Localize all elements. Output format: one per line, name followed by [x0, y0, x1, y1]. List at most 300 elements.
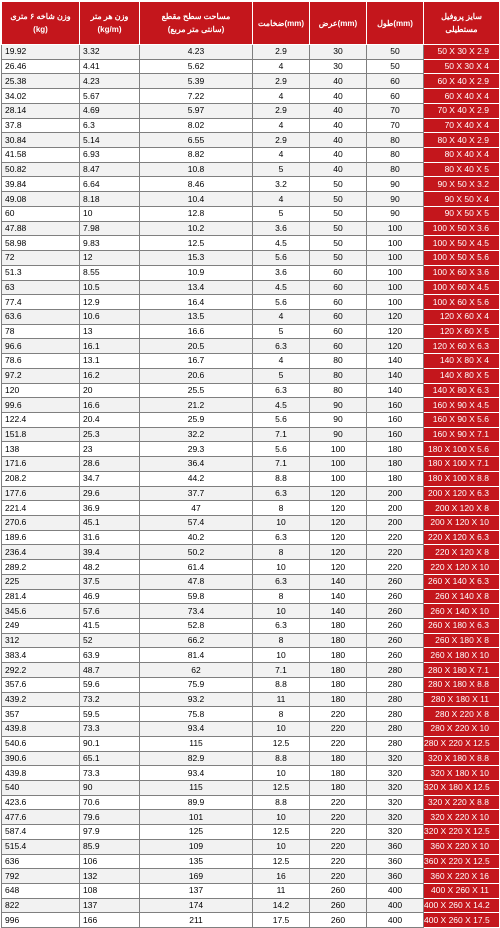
table-row [2, 736, 500, 751]
cell-profile-size: 280 X 220 X 8 [424, 707, 500, 722]
cell-length: 120 [367, 339, 424, 354]
cell-weight-per-meter: 59.6 [80, 677, 140, 692]
cell-length: 100 [367, 295, 424, 310]
col-header-weight-per-meter: وزن هر متر (kg/m) [80, 2, 140, 45]
cell-area: 4.23 [140, 45, 253, 60]
cell-width: 40 [310, 148, 367, 163]
cell-thickness: 6.3 [253, 530, 310, 545]
cell-weight-per-meter: 45.1 [80, 516, 140, 531]
cell-length: 280 [367, 663, 424, 678]
cell-thickness: 6.3 [253, 383, 310, 398]
cell-profile-size: 260 X 140 X 8 [424, 589, 500, 604]
cell-weight-per-meter: 5.14 [80, 133, 140, 148]
cell-profile-size: 320 X 180 X 10 [424, 766, 500, 781]
cell-width: 220 [310, 869, 367, 884]
cell-thickness: 4 [253, 148, 310, 163]
cell-weight-per-meter: 73.2 [80, 692, 140, 707]
table-row [2, 383, 500, 398]
cell-profile-size: 220 X 120 X 8 [424, 545, 500, 560]
cell-profile-size: 260 X 180 X 8 [424, 633, 500, 648]
cell-length: 160 [367, 398, 424, 413]
table-row [2, 59, 500, 74]
table-row [2, 74, 500, 89]
cell-width: 180 [310, 677, 367, 692]
cell-area: 89.9 [140, 795, 253, 810]
table-row [2, 854, 500, 869]
cell-area: 115 [140, 780, 253, 795]
cell-profile-size: 260 X 140 X 6.3 [424, 574, 500, 589]
cell-profile-size: 260 X 180 X 6.3 [424, 619, 500, 634]
table-row [2, 457, 500, 472]
cell-area: 8.46 [140, 177, 253, 192]
cell-width: 60 [310, 295, 367, 310]
cell-weight-6m: 587.4 [2, 825, 80, 840]
table-row [2, 206, 500, 221]
cell-profile-size: 220 X 120 X 10 [424, 560, 500, 575]
cell-width: 50 [310, 192, 367, 207]
cell-area: 57.4 [140, 516, 253, 531]
cell-weight-per-meter: 70.6 [80, 795, 140, 810]
cell-length: 140 [367, 354, 424, 369]
cell-weight-6m: 439.2 [2, 692, 80, 707]
cell-profile-size: 180 X 100 X 5.6 [424, 442, 500, 457]
cell-thickness: 10 [253, 516, 310, 531]
table-row [2, 707, 500, 722]
cell-profile-size: 400 X 260 X 11 [424, 883, 500, 898]
cell-length: 80 [367, 148, 424, 163]
cell-thickness: 5 [253, 324, 310, 339]
cell-thickness: 10 [253, 766, 310, 781]
cell-weight-6m: 30.84 [2, 133, 80, 148]
cell-length: 280 [367, 707, 424, 722]
cell-thickness: 4 [253, 309, 310, 324]
cell-weight-per-meter: 85.9 [80, 839, 140, 854]
table-row [2, 412, 500, 427]
cell-area: 44.2 [140, 471, 253, 486]
cell-length: 120 [367, 309, 424, 324]
cell-width: 220 [310, 736, 367, 751]
cell-length: 140 [367, 383, 424, 398]
table-row [2, 692, 500, 707]
cell-profile-size: 50 X 30 X 2.9 [424, 45, 500, 60]
table-row [2, 324, 500, 339]
cell-width: 90 [310, 427, 367, 442]
cell-thickness: 8.8 [253, 795, 310, 810]
cell-area: 8.02 [140, 118, 253, 133]
table-row [2, 368, 500, 383]
cell-profile-size: 280 X 220 X 10 [424, 722, 500, 737]
cell-profile-size: 100 X 60 X 3.6 [424, 265, 500, 280]
cell-weight-6m: 50.82 [2, 162, 80, 177]
cell-width: 100 [310, 457, 367, 472]
cell-weight-per-meter: 12.9 [80, 295, 140, 310]
cell-profile-size: 90 X 50 X 5 [424, 206, 500, 221]
cell-weight-per-meter: 6.3 [80, 118, 140, 133]
col-header-profile-size: سایز پروفیل مستطیلی [424, 2, 500, 45]
cell-weight-per-meter: 16.1 [80, 339, 140, 354]
cell-length: 280 [367, 677, 424, 692]
cell-profile-size: 360 X 220 X 10 [424, 839, 500, 854]
cell-thickness: 12.5 [253, 854, 310, 869]
cell-length: 50 [367, 59, 424, 74]
cell-length: 220 [367, 545, 424, 560]
table-row [2, 309, 500, 324]
cell-weight-6m: 540.6 [2, 736, 80, 751]
cell-area: 29.3 [140, 442, 253, 457]
cell-area: 16.7 [140, 354, 253, 369]
cell-thickness: 5.6 [253, 412, 310, 427]
table-row [2, 619, 500, 634]
cell-weight-6m: 270.6 [2, 516, 80, 531]
cell-width: 50 [310, 221, 367, 236]
cell-width: 140 [310, 604, 367, 619]
cell-length: 60 [367, 89, 424, 104]
cell-length: 280 [367, 722, 424, 737]
cell-weight-per-meter: 20 [80, 383, 140, 398]
cell-profile-size: 280 X 180 X 7.1 [424, 663, 500, 678]
table-row [2, 103, 500, 118]
cell-profile-size: 320 X 180 X 8.8 [424, 751, 500, 766]
cell-width: 220 [310, 839, 367, 854]
cell-width: 30 [310, 45, 367, 60]
cell-thickness: 12.5 [253, 736, 310, 751]
cell-weight-per-meter: 12 [80, 251, 140, 266]
table-row [2, 589, 500, 604]
col-header-width: عرض(mm) [310, 2, 367, 45]
cell-length: 260 [367, 574, 424, 589]
cell-weight-per-meter: 132 [80, 869, 140, 884]
cell-profile-size: 200 X 120 X 6.3 [424, 486, 500, 501]
cell-thickness: 3.2 [253, 177, 310, 192]
cell-length: 90 [367, 177, 424, 192]
cell-area: 10.8 [140, 162, 253, 177]
cell-thickness: 8 [253, 633, 310, 648]
cell-width: 180 [310, 633, 367, 648]
cell-length: 200 [367, 501, 424, 516]
table-row [2, 545, 500, 560]
cell-thickness: 6.3 [253, 486, 310, 501]
cell-profile-size: 260 X 180 X 10 [424, 648, 500, 663]
cell-profile-size: 120 X 60 X 4 [424, 309, 500, 324]
cell-width: 50 [310, 206, 367, 221]
table-row [2, 913, 500, 928]
cell-weight-6m: 63 [2, 280, 80, 295]
cell-thickness: 5 [253, 162, 310, 177]
cell-length: 280 [367, 692, 424, 707]
table-row [2, 339, 500, 354]
cell-weight-per-meter: 41.5 [80, 619, 140, 634]
cell-area: 101 [140, 810, 253, 825]
table-body [2, 45, 500, 928]
cell-area: 21.2 [140, 398, 253, 413]
table-row [2, 471, 500, 486]
cell-thickness: 5 [253, 206, 310, 221]
cell-profile-size: 160 X 90 X 5.6 [424, 412, 500, 427]
table-row [2, 810, 500, 825]
cell-thickness: 10 [253, 722, 310, 737]
cell-length: 120 [367, 324, 424, 339]
cell-area: 36.4 [140, 457, 253, 472]
cell-width: 80 [310, 354, 367, 369]
cell-profile-size: 360 X 220 X 12.5 [424, 854, 500, 869]
cell-profile-size: 400 X 260 X 14.2 [424, 898, 500, 913]
cell-width: 60 [310, 265, 367, 280]
cell-weight-per-meter: 13 [80, 324, 140, 339]
cell-thickness: 4.5 [253, 236, 310, 251]
cell-area: 81.4 [140, 648, 253, 663]
cell-width: 180 [310, 692, 367, 707]
cell-thickness: 11 [253, 883, 310, 898]
cell-width: 60 [310, 309, 367, 324]
cell-weight-6m: 78 [2, 324, 80, 339]
cell-area: 75.9 [140, 677, 253, 692]
cell-width: 120 [310, 530, 367, 545]
cell-area: 73.4 [140, 604, 253, 619]
cell-weight-per-meter: 52 [80, 633, 140, 648]
cell-width: 120 [310, 501, 367, 516]
cell-area: 137 [140, 883, 253, 898]
cell-length: 260 [367, 604, 424, 619]
table-row [2, 516, 500, 531]
cell-length: 360 [367, 839, 424, 854]
cell-area: 93.4 [140, 722, 253, 737]
cell-weight-6m: 47.88 [2, 221, 80, 236]
cell-length: 260 [367, 633, 424, 648]
table-row [2, 354, 500, 369]
table-row [2, 45, 500, 60]
cell-width: 100 [310, 471, 367, 486]
cell-profile-size: 140 X 80 X 6.3 [424, 383, 500, 398]
table-row [2, 236, 500, 251]
cell-profile-size: 400 X 260 X 17.5 [424, 913, 500, 928]
cell-length: 280 [367, 736, 424, 751]
cell-width: 90 [310, 398, 367, 413]
cell-weight-6m: 292.2 [2, 663, 80, 678]
cell-thickness: 10 [253, 604, 310, 619]
cell-weight-6m: 289.2 [2, 560, 80, 575]
cell-length: 200 [367, 486, 424, 501]
cell-length: 200 [367, 516, 424, 531]
cell-length: 60 [367, 74, 424, 89]
table-row [2, 501, 500, 516]
cell-length: 70 [367, 118, 424, 133]
cell-weight-6m: 312 [2, 633, 80, 648]
cell-area: 10.4 [140, 192, 253, 207]
cell-area: 93.2 [140, 692, 253, 707]
cell-thickness: 8 [253, 501, 310, 516]
cell-width: 50 [310, 251, 367, 266]
cell-thickness: 12.5 [253, 825, 310, 840]
table-row [2, 839, 500, 854]
table-row [2, 751, 500, 766]
cell-profile-size: 100 X 50 X 4.5 [424, 236, 500, 251]
cell-thickness: 4 [253, 354, 310, 369]
cell-thickness: 8 [253, 707, 310, 722]
cell-weight-per-meter: 48.7 [80, 663, 140, 678]
table-row [2, 486, 500, 501]
cell-profile-size: 80 X 40 X 2.9 [424, 133, 500, 148]
cell-area: 13.5 [140, 309, 253, 324]
cell-weight-per-meter: 34.7 [80, 471, 140, 486]
cell-weight-per-meter: 29.6 [80, 486, 140, 501]
cell-weight-per-meter: 16.2 [80, 368, 140, 383]
cell-area: 174 [140, 898, 253, 913]
cell-thickness: 8.8 [253, 751, 310, 766]
col-header-weight-6m: وزن شاخه ۶ متری (kg) [2, 2, 80, 45]
cell-thickness: 5.6 [253, 442, 310, 457]
cell-length: 320 [367, 766, 424, 781]
cell-weight-6m: 281.4 [2, 589, 80, 604]
cell-weight-per-meter: 8.55 [80, 265, 140, 280]
cell-profile-size: 220 X 120 X 6.3 [424, 530, 500, 545]
cell-profile-size: 100 X 50 X 3.6 [424, 221, 500, 236]
cell-weight-6m: 221.4 [2, 501, 80, 516]
cell-weight-6m: 236.4 [2, 545, 80, 560]
cell-length: 320 [367, 751, 424, 766]
cell-width: 40 [310, 118, 367, 133]
cell-weight-6m: 189.6 [2, 530, 80, 545]
cell-weight-6m: 19.92 [2, 45, 80, 60]
table-row [2, 766, 500, 781]
cell-weight-6m: 208.2 [2, 471, 80, 486]
cell-weight-6m: 51.3 [2, 265, 80, 280]
cell-profile-size: 100 X 60 X 5.6 [424, 295, 500, 310]
cell-weight-6m: 357.6 [2, 677, 80, 692]
cell-area: 8.82 [140, 148, 253, 163]
table-row [2, 133, 500, 148]
cell-weight-per-meter: 4.41 [80, 59, 140, 74]
cell-area: 16.4 [140, 295, 253, 310]
cell-thickness: 3.6 [253, 265, 310, 280]
cell-weight-per-meter: 20.4 [80, 412, 140, 427]
table-row [2, 148, 500, 163]
cell-weight-per-meter: 39.4 [80, 545, 140, 560]
cell-width: 220 [310, 810, 367, 825]
cell-profile-size: 60 X 40 X 2.9 [424, 74, 500, 89]
cell-weight-6m: 225 [2, 574, 80, 589]
cell-profile-size: 80 X 40 X 4 [424, 148, 500, 163]
table-row [2, 883, 500, 898]
cell-area: 12.5 [140, 236, 253, 251]
cell-area: 10.2 [140, 221, 253, 236]
cell-thickness: 6.3 [253, 574, 310, 589]
cell-length: 100 [367, 265, 424, 280]
cell-profile-size: 90 X 50 X 3.2 [424, 177, 500, 192]
cell-weight-per-meter: 25.3 [80, 427, 140, 442]
table-row [2, 898, 500, 913]
cell-width: 260 [310, 883, 367, 898]
cell-thickness: 8.8 [253, 471, 310, 486]
col-header-length: طول(mm) [367, 2, 424, 45]
cell-weight-6m: 58.98 [2, 236, 80, 251]
table-row [2, 251, 500, 266]
cell-profile-size: 280 X 180 X 8.8 [424, 677, 500, 692]
cell-length: 50 [367, 45, 424, 60]
cell-weight-6m: 96.6 [2, 339, 80, 354]
cell-length: 400 [367, 883, 424, 898]
cell-length: 180 [367, 457, 424, 472]
cell-width: 60 [310, 280, 367, 295]
cell-width: 260 [310, 898, 367, 913]
cell-weight-6m: 25.38 [2, 74, 80, 89]
cell-length: 80 [367, 162, 424, 177]
cell-length: 80 [367, 133, 424, 148]
cell-weight-per-meter: 106 [80, 854, 140, 869]
cell-weight-per-meter: 8.18 [80, 192, 140, 207]
table-row [2, 398, 500, 413]
table-row [2, 795, 500, 810]
cell-width: 90 [310, 412, 367, 427]
cell-profile-size: 120 X 60 X 5 [424, 324, 500, 339]
cell-weight-6m: 151.8 [2, 427, 80, 442]
cell-length: 100 [367, 251, 424, 266]
cell-weight-per-meter: 4.69 [80, 103, 140, 118]
cell-width: 180 [310, 751, 367, 766]
table-row [2, 530, 500, 545]
cell-weight-6m: 439.8 [2, 722, 80, 737]
cell-area: 12.8 [140, 206, 253, 221]
table-row [2, 177, 500, 192]
cell-area: 211 [140, 913, 253, 928]
cell-thickness: 6.3 [253, 619, 310, 634]
cell-weight-6m: 72 [2, 251, 80, 266]
cell-length: 320 [367, 810, 424, 825]
cell-width: 180 [310, 780, 367, 795]
cell-length: 400 [367, 898, 424, 913]
cell-width: 80 [310, 368, 367, 383]
cell-width: 40 [310, 103, 367, 118]
cell-thickness: 2.9 [253, 74, 310, 89]
cell-weight-per-meter: 73.3 [80, 722, 140, 737]
cell-profile-size: 80 X 40 X 5 [424, 162, 500, 177]
cell-weight-per-meter: 59.5 [80, 707, 140, 722]
cell-width: 260 [310, 913, 367, 928]
cell-area: 135 [140, 854, 253, 869]
cell-profile-size: 90 X 50 X 4 [424, 192, 500, 207]
table-row [2, 221, 500, 236]
cell-length: 180 [367, 442, 424, 457]
table-row [2, 89, 500, 104]
cell-area: 7.22 [140, 89, 253, 104]
cell-width: 220 [310, 722, 367, 737]
table-row [2, 574, 500, 589]
cell-weight-per-meter: 97.9 [80, 825, 140, 840]
cell-length: 260 [367, 589, 424, 604]
cell-area: 13.4 [140, 280, 253, 295]
cell-area: 32.2 [140, 427, 253, 442]
table-row [2, 604, 500, 619]
cell-width: 140 [310, 574, 367, 589]
cell-length: 320 [367, 795, 424, 810]
cell-area: 25.5 [140, 383, 253, 398]
table-row [2, 663, 500, 678]
cell-weight-per-meter: 23 [80, 442, 140, 457]
table-row [2, 825, 500, 840]
cell-weight-per-meter: 37.5 [80, 574, 140, 589]
cell-area: 47.8 [140, 574, 253, 589]
cell-thickness: 5.6 [253, 251, 310, 266]
cell-area: 66.2 [140, 633, 253, 648]
cell-weight-6m: 39.84 [2, 177, 80, 192]
cell-weight-6m: 37.8 [2, 118, 80, 133]
cell-profile-size: 320 X 220 X 10 [424, 810, 500, 825]
cell-length: 260 [367, 648, 424, 663]
cell-weight-per-meter: 10.5 [80, 280, 140, 295]
cell-weight-6m: 477.6 [2, 810, 80, 825]
cell-area: 25.9 [140, 412, 253, 427]
cell-weight-6m: 357 [2, 707, 80, 722]
cell-thickness: 8 [253, 589, 310, 604]
